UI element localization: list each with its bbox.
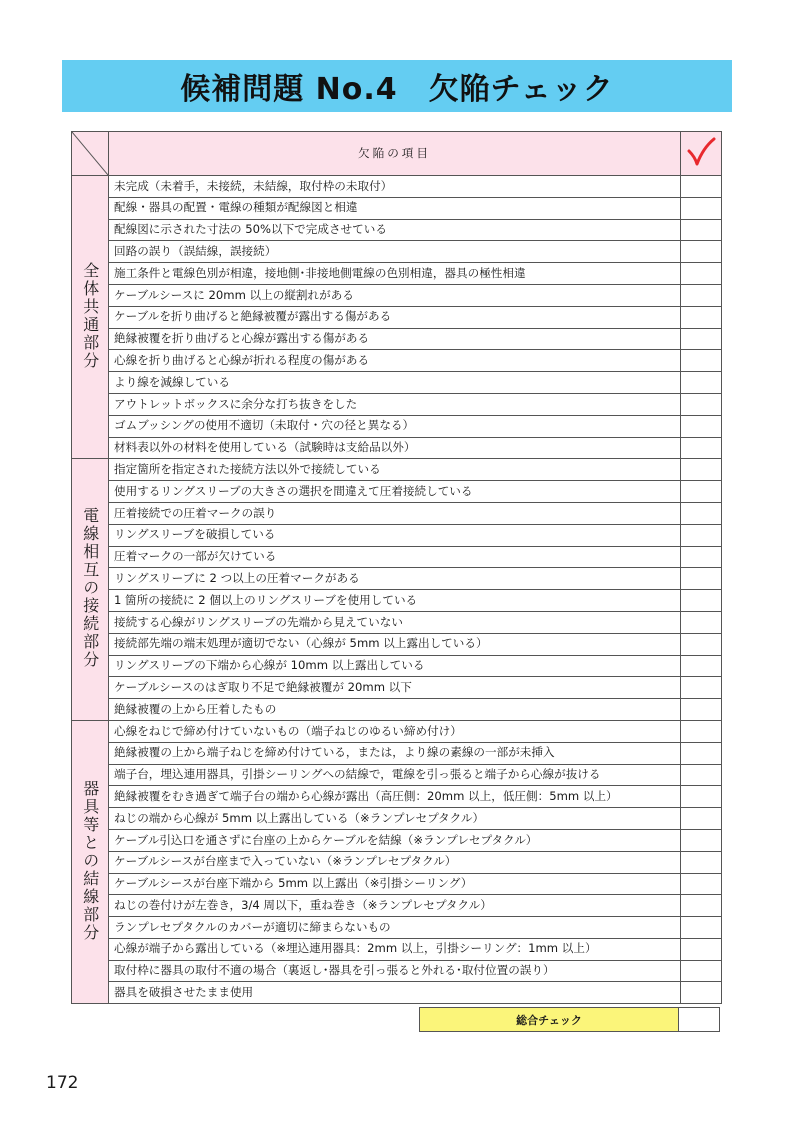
checklist-row xyxy=(72,328,722,350)
check-box[interactable] xyxy=(681,306,722,328)
title-bar xyxy=(62,60,732,112)
defect-item: 回路の誤り（誤結線，誤接続） xyxy=(109,241,681,263)
check-box[interactable] xyxy=(681,917,722,939)
defect-item: 1 箇所の接続に 2 個以上のリングスリーブを使用している xyxy=(109,590,681,612)
page-title: 候補問題 No.4 欠陥チェック xyxy=(180,72,614,107)
checklist-row xyxy=(72,415,722,437)
checklist-row xyxy=(72,219,722,241)
defect-item: 取付枠に器具の取付不適の場合（裏返し･器具を引っ張ると外れる･取付位置の誤り） xyxy=(109,960,681,982)
checklist-row xyxy=(72,699,722,721)
check-box[interactable] xyxy=(681,415,722,437)
check-box[interactable] xyxy=(681,699,722,721)
checklist-row xyxy=(72,197,722,219)
check-box[interactable] xyxy=(681,263,722,285)
check-box[interactable] xyxy=(681,655,722,677)
section-label: 電線相互の接続部分 xyxy=(80,507,100,670)
checklist-row xyxy=(72,459,722,481)
checklist-row xyxy=(72,982,722,1004)
defect-item: 材料表以外の材料を使用している（試験時は支給品以外） xyxy=(109,437,681,459)
defect-item: ねじの端から心線が 5mm 以上露出している（※ランプレセプタクル） xyxy=(109,808,681,830)
check-box[interactable] xyxy=(681,219,722,241)
checklist-row xyxy=(72,720,722,742)
section-label: 器具等との結線部分 xyxy=(80,779,100,942)
section-label-cell xyxy=(72,176,109,459)
check-box[interactable] xyxy=(681,328,722,350)
checklist-row xyxy=(72,437,722,459)
check-box[interactable] xyxy=(681,546,722,568)
defect-item: ケーブルシースに 20mm 以上の縦割れがある xyxy=(109,284,681,306)
checklist-row xyxy=(72,742,722,764)
defect-item: 絶縁被覆の上から圧着したもの xyxy=(109,699,681,721)
defect-item: ねじの巻付けが左巻き，3/4 周以下，重ね巻き（※ランプレセプタクル） xyxy=(109,895,681,917)
check-box[interactable] xyxy=(681,873,722,895)
check-box[interactable] xyxy=(681,938,722,960)
checklist-row xyxy=(72,502,722,524)
defect-item: 接続する心線がリングスリーブの先端から見えていない xyxy=(109,611,681,633)
defect-item: 器具を破損させたまま使用 xyxy=(109,982,681,1004)
diagonal-line xyxy=(72,132,108,175)
defect-item: 絶縁被覆をむき過ぎて端子台の端から心線が露出（高圧側：20mm 以上，低圧側：5mm 以上） xyxy=(109,786,681,808)
defect-item: ゴムブッシングの使用不適切（未取付・穴の径と異なる） xyxy=(109,415,681,437)
checklist-row xyxy=(72,786,722,808)
check-box[interactable] xyxy=(681,982,722,1004)
check-box[interactable] xyxy=(681,764,722,786)
check-box[interactable] xyxy=(681,851,722,873)
check-box[interactable] xyxy=(681,677,722,699)
defect-item: リングスリーブを破損している xyxy=(109,524,681,546)
check-box[interactable] xyxy=(681,633,722,655)
check-box[interactable] xyxy=(681,829,722,851)
defect-item: 絶縁被覆を折り曲げると心線が露出する傷がある xyxy=(109,328,681,350)
total-check-label: 総合チェック xyxy=(419,1007,679,1032)
defect-item: 施工条件と電線色別が相違，接地側･非接地側電線の色別相違，器具の極性相違 xyxy=(109,263,681,285)
check-box[interactable] xyxy=(681,459,722,481)
defect-item: リングスリーブの下端から心線が 10mm 以上露出している xyxy=(109,655,681,677)
check-box[interactable] xyxy=(681,176,722,198)
check-box[interactable] xyxy=(681,742,722,764)
checklist-row xyxy=(72,590,722,612)
section-label: 全体共通部分 xyxy=(80,261,100,370)
defect-item: 心線が端子から露出している（※埋込連用器具：2mm 以上，引掛シーリング：1mm 以上） xyxy=(109,938,681,960)
check-box[interactable] xyxy=(681,393,722,415)
checklist-row xyxy=(72,568,722,590)
checklist-row xyxy=(72,938,722,960)
checklist-row xyxy=(72,633,722,655)
defect-item: 圧着接続での圧着マークの誤り xyxy=(109,502,681,524)
defect-item: より線を減線している xyxy=(109,372,681,394)
check-box[interactable] xyxy=(681,524,722,546)
checkmark-icon xyxy=(686,137,716,167)
checklist-row xyxy=(72,960,722,982)
check-box[interactable] xyxy=(681,960,722,982)
checklist-row xyxy=(72,263,722,285)
defect-item: ケーブル引込口を通さずに台座の上からケーブルを結線（※ランプレセプタクル） xyxy=(109,829,681,851)
check-box[interactable] xyxy=(681,568,722,590)
defect-item: リングスリーブに 2 つ以上の圧着マークがある xyxy=(109,568,681,590)
check-header xyxy=(681,132,722,176)
total-check-row xyxy=(419,1007,720,1032)
defect-item: 指定箇所を指定された接続方法以外で接続している xyxy=(109,459,681,481)
check-box[interactable] xyxy=(681,808,722,830)
checklist-row xyxy=(72,524,722,546)
checklist-row xyxy=(72,306,722,328)
check-box[interactable] xyxy=(681,720,722,742)
checklist-row xyxy=(72,808,722,830)
defect-item: ケーブルシースが台座まで入っていない（※ランプレセプタクル） xyxy=(109,851,681,873)
check-box[interactable] xyxy=(681,786,722,808)
checklist-row xyxy=(72,241,722,263)
defect-item: 心線を折り曲げると心線が折れる程度の傷がある xyxy=(109,350,681,372)
defect-item: 絶縁被覆の上から端子ねじを締め付けている，または，より線の素線の一部が未挿入 xyxy=(109,742,681,764)
check-box[interactable] xyxy=(681,437,722,459)
defect-item: 接続部先端の端末処理が適切でない（心線が 5mm 以上露出している） xyxy=(109,633,681,655)
checklist-row xyxy=(72,372,722,394)
total-check-box[interactable] xyxy=(679,1007,720,1032)
check-box[interactable] xyxy=(681,895,722,917)
checklist-row xyxy=(72,655,722,677)
check-box[interactable] xyxy=(681,372,722,394)
defect-item: ケーブルを折り曲げると絶縁被覆が露出する傷がある xyxy=(109,306,681,328)
checklist-row xyxy=(72,873,722,895)
checklist-row xyxy=(72,829,722,851)
check-box[interactable] xyxy=(681,197,722,219)
checklist-row xyxy=(72,611,722,633)
checklist-row xyxy=(72,917,722,939)
defect-item: 配線・器具の配置・電線の種類が配線図と相違 xyxy=(109,197,681,219)
checklist-row xyxy=(72,546,722,568)
checklist-row xyxy=(72,284,722,306)
defect-checklist-table xyxy=(71,131,722,1004)
defect-item: アウトレットボックスに余分な打ち抜きをした xyxy=(109,393,681,415)
section-label-cell xyxy=(72,720,109,1003)
defect-item: 心線をねじで締め付けていないもの（端子ねじのゆるい締め付け） xyxy=(109,720,681,742)
checklist-row xyxy=(72,895,722,917)
defect-item: 配線図に示された寸法の 50%以下で完成させている xyxy=(109,219,681,241)
check-box[interactable] xyxy=(681,590,722,612)
defect-item: ケーブルシースのはぎ取り不足で絶縁被覆が 20mm 以下 xyxy=(109,677,681,699)
defect-item: 未完成（未着手，未接続，未結線，取付枠の未取付） xyxy=(109,176,681,198)
items-header: 欠陥の項目 xyxy=(109,132,681,176)
table-header-row xyxy=(72,132,722,176)
checklist-row xyxy=(72,764,722,786)
defect-item: 圧着マークの一部が欠けている xyxy=(109,546,681,568)
check-box[interactable] xyxy=(681,241,722,263)
check-box[interactable] xyxy=(681,284,722,306)
checklist-row xyxy=(72,851,722,873)
section-label-cell xyxy=(72,459,109,721)
corner-cell xyxy=(72,132,109,176)
check-box[interactable] xyxy=(681,350,722,372)
defect-item: 使用するリングスリーブの大きさの選択を間違えて圧着接続している xyxy=(109,481,681,503)
checklist-row xyxy=(72,481,722,503)
checklist-row xyxy=(72,350,722,372)
defect-item: ケーブルシースが台座下端から 5mm 以上露出（※引掛シーリング） xyxy=(109,873,681,895)
checklist-row xyxy=(72,176,722,198)
check-box[interactable] xyxy=(681,502,722,524)
check-box[interactable] xyxy=(681,481,722,503)
page-number: 172 xyxy=(46,1073,79,1093)
defect-item: ランプレセプタクルのカバーが適切に締まらないもの xyxy=(109,917,681,939)
checklist-row xyxy=(72,393,722,415)
checklist-row xyxy=(72,677,722,699)
defect-item: 端子台，埋込連用器具，引掛シーリングへの結線で，電線を引っ張ると端子から心線が抜ける xyxy=(109,764,681,786)
check-box[interactable] xyxy=(681,611,722,633)
